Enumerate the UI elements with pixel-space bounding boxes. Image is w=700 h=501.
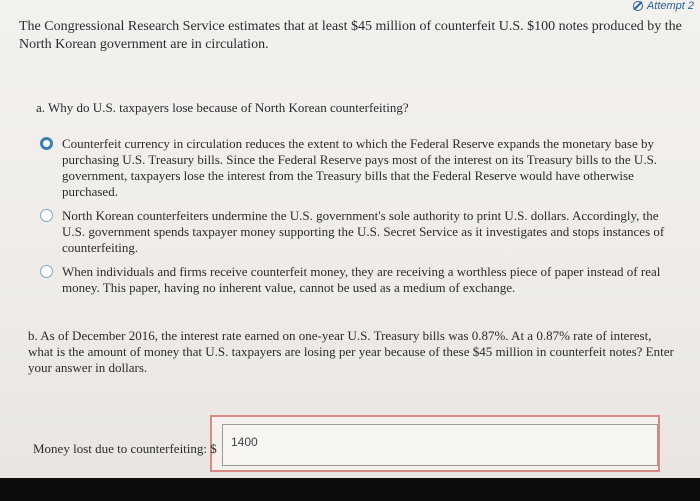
option-counterfeit-reduces-fed[interactable]	[40, 136, 680, 200]
money-lost-input[interactable]: 1400	[222, 424, 658, 466]
radio-icon[interactable]	[40, 265, 53, 278]
part-a-question: a. Why do U.S. taxpayers lose because of North Korean counterfeiting?	[36, 100, 409, 115]
option-worthless-paper[interactable]	[40, 264, 680, 296]
option-text: North Korean counterfeiters undermine the U.S. government's sole authority to print U.S. dollars. Accordingly, the U.S. government spends taxpayer money supporting the U.S. Secret Service as it investigates and stops instances of counterfeiting.	[62, 208, 665, 255]
problem-intro: The Congressional Research Service estimates that at least $45 million of counterfeit U.S. $100 notes produced by the North Korean government are in circulation.	[19, 19, 682, 52]
answer-label: Money lost due to counterfeiting: $	[33, 441, 217, 456]
option-text: When individuals and firms receive counterfeit money, they are receiving a worthless piece of paper instead of real money. This paper, having no inherent value, cannot be used as a medium of exchange.	[62, 264, 661, 295]
bottom-bar	[0, 478, 700, 501]
attempt-indicator	[633, 0, 694, 12]
part-b-question: b. As of December 2016, the interest rate earned on one-year U.S. Treasury bills was 0.87%. At a 0.87% rate of interest, what is the amount of money that U.S. taxpayers are losing per year because of these $45 million in counterfeit notes? Enter your answer in dollars.	[28, 328, 674, 375]
attempt-label: Attempt 2	[646, 0, 694, 12]
radio-icon[interactable]	[40, 209, 53, 222]
option-secret-service[interactable]	[40, 208, 680, 256]
no-entry-icon	[633, 1, 643, 11]
part-a-options	[40, 136, 680, 304]
option-text: Counterfeit currency in circulation reduces the extent to which the Federal Reserve expands the monetary base by purchasing U.S. Treasury bills. Since the Federal Reserve pays most of the interest on its Treasury bills to the U.S. government, taxpayers lose the interest from the Treasury bills that the Federal Reserve would have otherwise purchased.	[62, 136, 658, 199]
radio-selected-icon[interactable]	[40, 137, 53, 150]
